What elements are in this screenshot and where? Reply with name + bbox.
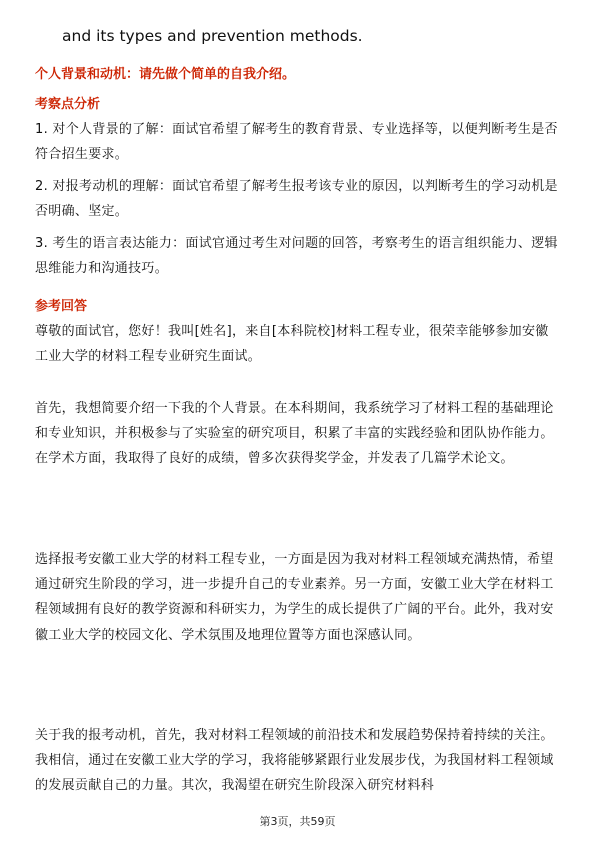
analysis-point-3: 3. 考生的语言表达能力：面试官通过考生对问题的回答，考察考生的语言组织能力、逻辑思维能力和沟通技巧。 <box>35 236 558 277</box>
analysis-point-2: 2. 对报考动机的理解：面试官希望了解考生报考该专业的原因，以判断考生的学习动机是否明确、坚定。 <box>35 179 558 220</box>
answer-paragraph-4: 关于我的报考动机，首先，我对材料工程领域的前沿技术和发展趋势保持着持续的关注。我相信，通过在安徽工业大学的学习，我将能够紧跟行业发展步伐，为我国材料工程领域的发展贡献自己的力量。其次，我渴望在研究生阶段深入研究材料科 <box>35 728 554 794</box>
answer-paragraph-3: 选择报考安徽工业大学的材料工程专业，一方面是因为我对材料工程领域充满热情，希望通过研究生阶段的学习，进一步提升自己的专业素养。另一方面，安徽工业大学在材料工程领域拥有良好的教学资源和科研实力，为学生的成长提供了广阔的平台。此外，我对安徽工业大学的校园文化、学术氛围及地理位置等方面也深感认同。 <box>35 552 554 643</box>
analysis-heading: 考察点分析 <box>35 97 101 112</box>
answer-heading: 参考回答 <box>35 299 88 314</box>
intro-text: and its types and prevention methods. <box>62 27 363 45</box>
question-heading: 个人背景和动机：请先做个简单的自我介绍。 <box>35 67 296 82</box>
page-number: 第3页，共59页 <box>259 815 336 828</box>
analysis-point-1: 1. 对个人背景的了解：面试官希望了解考生的教育背景、专业选择等，以便判断考生是否符合招生要求。 <box>35 122 558 163</box>
answer-paragraph-2: 首先，我想简要介绍一下我的个人背景。在本科期间，我系统学习了材料工程的基础理论和专业知识，并积极参与了实验室的研究项目，积累了丰富的实践经验和团队协作能力。在学术方面，我取得了良好的成绩，曾多次获得奖学金，并发表了几篇学术论文。 <box>35 401 554 467</box>
answer-paragraph-1: 尊敬的面试官，您好！我叫[姓名]，来自[本科院校]材料工程专业，很荣幸能够参加安徽工业大学的材料工程专业研究生面试。 <box>35 324 549 365</box>
